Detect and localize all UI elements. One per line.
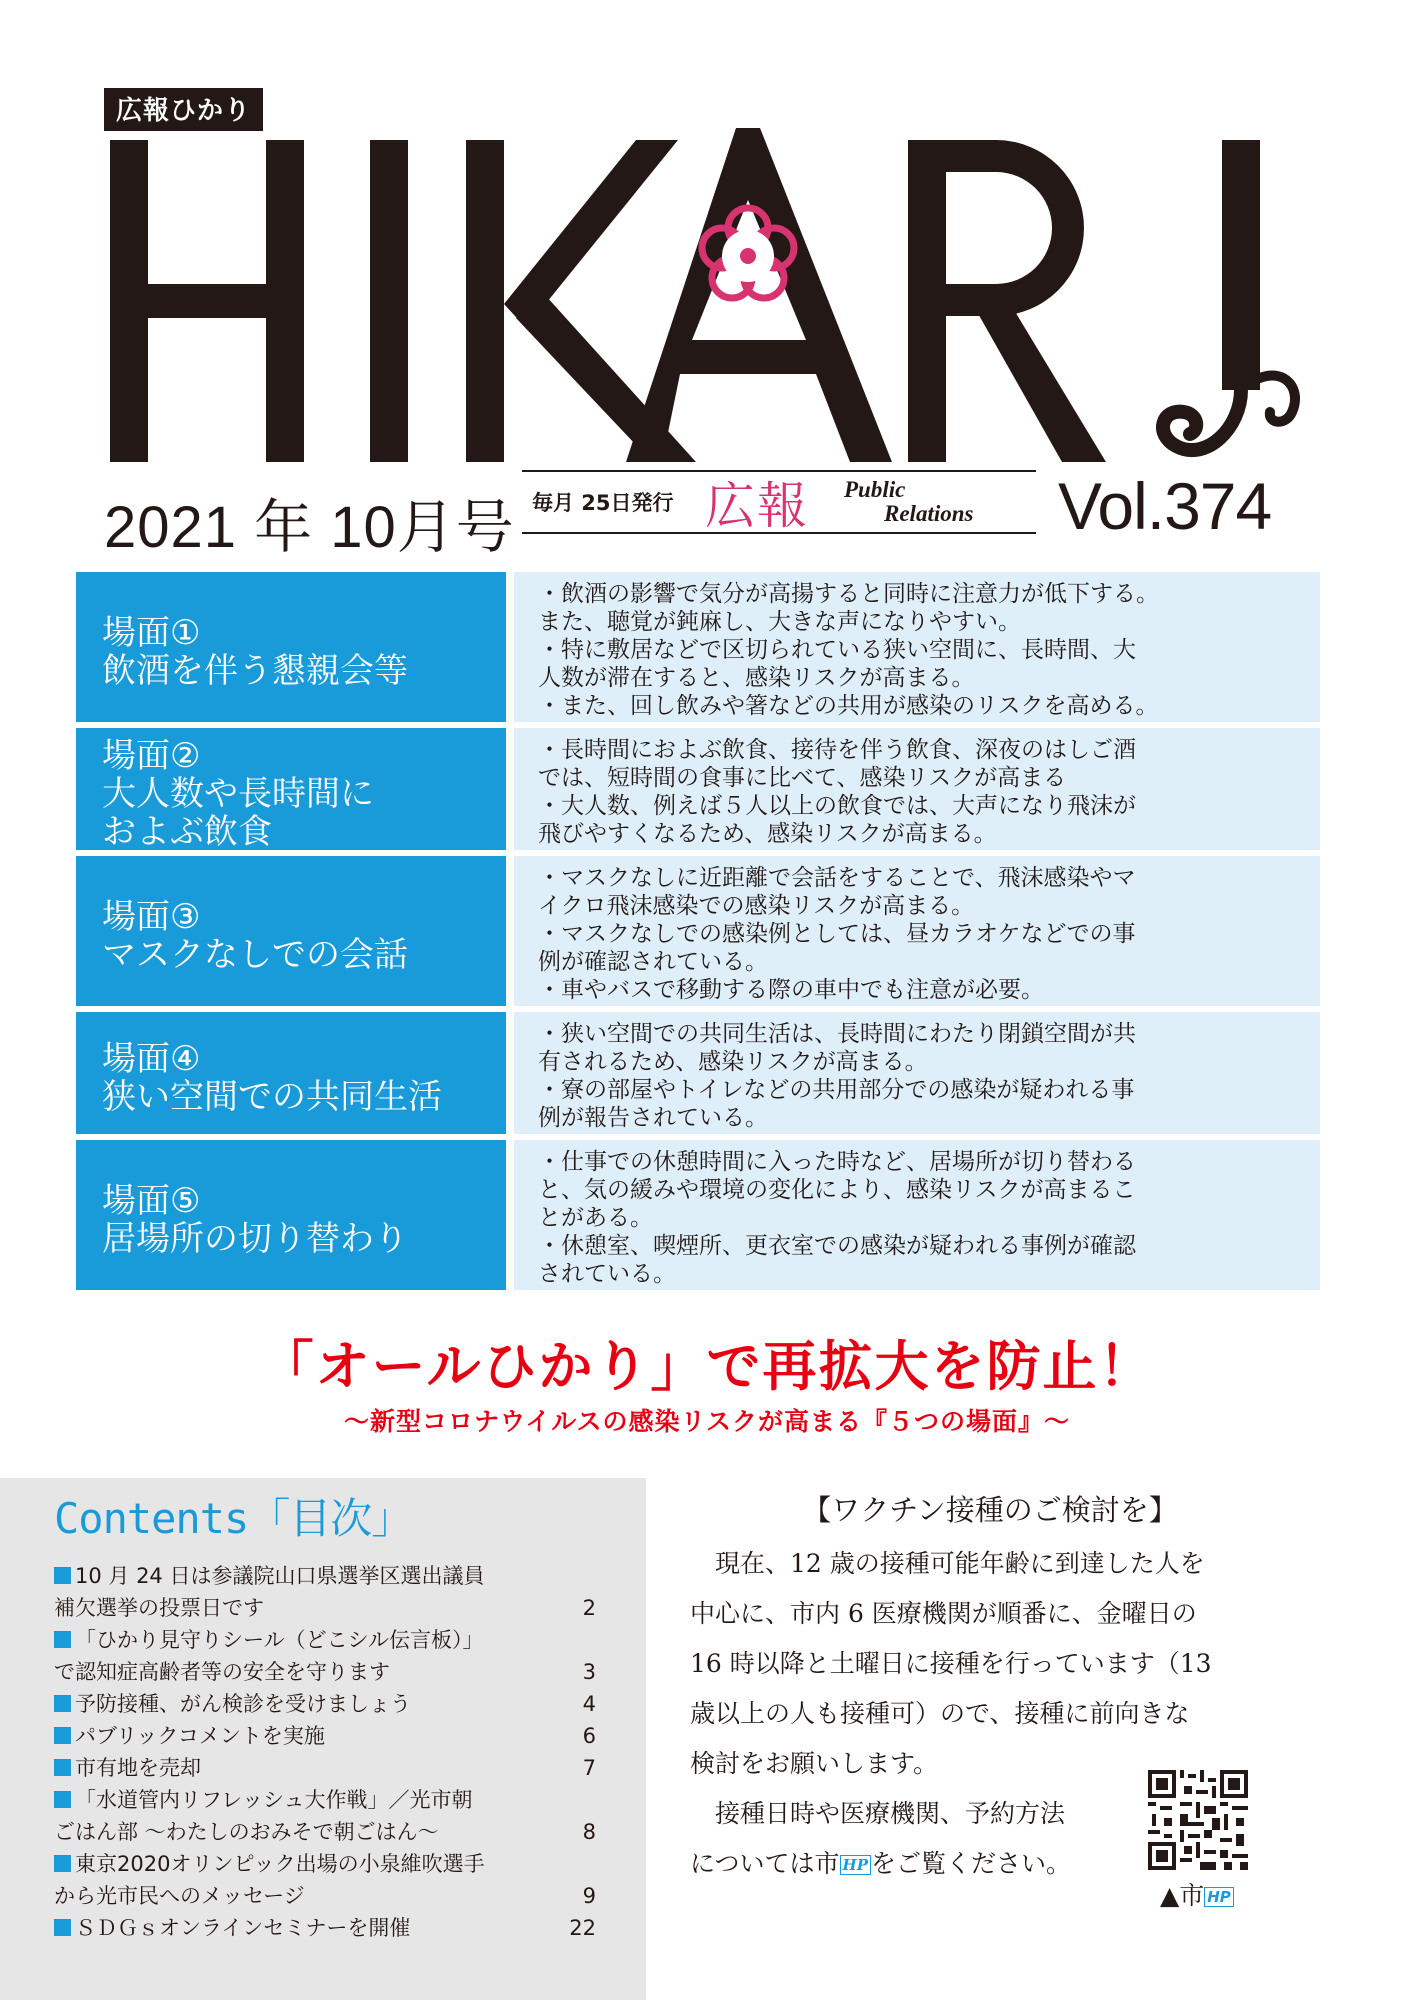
issue-date: 2021 年 10月号	[104, 495, 515, 560]
toc-item[interactable]: 「ひかり見守りシール（どこシル伝言板）」 で認知症高齢者等の安全を守ります 3	[54, 1624, 596, 1688]
toc-item[interactable]: 東京2020オリンピック出場の小泉維吹選手 から光市民へのメッセージ 9	[54, 1848, 596, 1912]
scene-description: ・マスクなしに近距離で会話をすることで、飛沫感染やマ イクロ飛沫感染での感染リスクが高まる。 ・マスクなしでの感染例としては、昼カラオケなどでの事 例が確認されている。 ・車やバスで移動する際の車中でも注意が必要。	[514, 856, 1320, 1006]
scene-description: ・狭い空間での共同生活は、長時間にわたり閉鎖空間が共 有されるため、感染リスクが高まる。 ・寮の部屋やトイレなどの共用部分での感染が疑われる事 例が報告されている。	[514, 1012, 1320, 1134]
issue-box	[522, 470, 1036, 534]
logo-letter-k	[466, 140, 504, 462]
scene-description: ・長時間におよぶ飲食、接待を伴う飲食、深夜のはしご酒 では、短時間の食事に比べて、感染リスクが高まる ・大人数、例えば５人以上の飲食では、大声になり飛沫が 飛びやすくなるため、感染リスクが高まる。	[514, 728, 1320, 850]
scene-label: 場面② 大人数や長時間に およぶ飲食	[76, 728, 506, 850]
public-relations-label: Public Relations	[844, 477, 974, 526]
hikari-logo	[96, 128, 1316, 468]
koho-label: 広報	[705, 477, 809, 535]
toc-item[interactable]: 予防接種、がん検診を受けましょう 4	[54, 1688, 596, 1720]
scene-row	[76, 856, 1320, 1006]
toc-page-number: 22	[569, 1916, 596, 1940]
scene-row	[76, 572, 1320, 722]
logo-letter-i2	[1222, 140, 1260, 390]
toc-page-number: 3	[582, 1660, 596, 1684]
scene-label: 場面⑤ 居場所の切り替わり	[76, 1140, 506, 1290]
main-headline: 「オールひかり」で再拡大を防止！	[259, 1334, 1155, 1398]
scene-row	[76, 728, 1320, 850]
vaccine-title: 【ワクチン接種のご検討を】	[802, 1493, 1178, 1527]
toc-item[interactable]: パブリックコメントを実施 6	[54, 1720, 596, 1752]
toc-item[interactable]: 10 月 24 日は参議院山口県選挙区選出議員 補欠選挙の投票日です 2	[54, 1560, 596, 1624]
vaccine-body: 現在、12 歳の接種可能年齢に到達した人を 中心に、市内 6 医療機関が順番に、金曜日の 16 時以降と土曜日に接種を行っています（13 歳以上の人も接種可）ので、接種に前向きな 検討をお願いします。 接種日時や医療機関、予約方法 については市 HP をご覧ください。	[690, 1549, 1212, 1878]
toc-item[interactable]: 「水道管内リフレッシュ大作戦」／光市朝 ごはん部 ～わたしのおみそで朝ごはん～ 8	[54, 1784, 596, 1848]
toc-page-number: 9	[582, 1884, 596, 1908]
bullet-square-icon	[54, 1727, 71, 1744]
table-of-contents	[0, 1478, 646, 2000]
qr-caption: ▲市 HP	[1160, 1876, 1234, 1912]
scene-row	[76, 1140, 1320, 1290]
bullet-square-icon	[54, 1855, 71, 1872]
scene-label: 場面③ マスクなしでの会話	[76, 856, 506, 1006]
bullet-square-icon	[54, 1567, 71, 1584]
bullet-square-icon	[54, 1631, 71, 1648]
sub-headline: ～新型コロナウイルスの感染リスクが高まる『５つの場面』～	[343, 1407, 1070, 1436]
homepage-icon[interactable]: HP	[840, 1855, 871, 1875]
toc-item[interactable]: 市有地を売却 7	[54, 1752, 596, 1784]
scene-label: 場面① 飲酒を伴う懇親会等	[76, 572, 506, 722]
toc-page-number: 4	[582, 1692, 596, 1716]
toc-page-number: 8	[582, 1820, 596, 1844]
scene-description: ・仕事での休憩時間に入った時など、居場所が切り替わる と、気の緩みや環境の変化により、感染リスクが高まるこ とがある。 ・休憩室、喫煙所、更衣室での感染が疑われる事例が確認 されている。	[514, 1140, 1320, 1290]
qr-code[interactable]	[1148, 1770, 1248, 1870]
contents-title: Contents「目次」	[54, 1494, 413, 1543]
scene-description: ・飲酒の影響で気分が高揚すると同時に注意力が低下する。 また、聴覚が鈍麻し、大きな声になりやすい。 ・特に敷居などで区切られている狭い空間に、長時間、大 人数が滞在すると、感染リスクが高まる。 ・また、回し飲みや箸などの共用が感染のリスクを高める。	[514, 572, 1320, 722]
issue-frequency: 毎月 25日発行	[532, 491, 674, 515]
toc-page-number: 7	[582, 1756, 596, 1780]
scene-row	[76, 1012, 1320, 1134]
bullet-square-icon	[54, 1791, 71, 1808]
toc-page-number: 6	[582, 1724, 596, 1748]
volume-number: Vol.374	[1058, 469, 1272, 543]
homepage-icon: HP	[1204, 1887, 1234, 1907]
bullet-square-icon	[54, 1695, 71, 1712]
logo-letter-i	[370, 140, 408, 462]
toc-item[interactable]: ＳＤＧｓオンラインセミナーを開催 22	[54, 1912, 596, 1944]
logo-letter-r	[908, 140, 946, 462]
bullet-square-icon	[54, 1759, 71, 1776]
bullet-square-icon	[54, 1919, 71, 1936]
scene-label: 場面④ 狭い空間での共同生活	[76, 1012, 506, 1134]
scenes-table	[76, 572, 1320, 1296]
masthead-tag: 広報ひかり	[104, 88, 263, 131]
toc-page-number: 2	[582, 1596, 596, 1620]
